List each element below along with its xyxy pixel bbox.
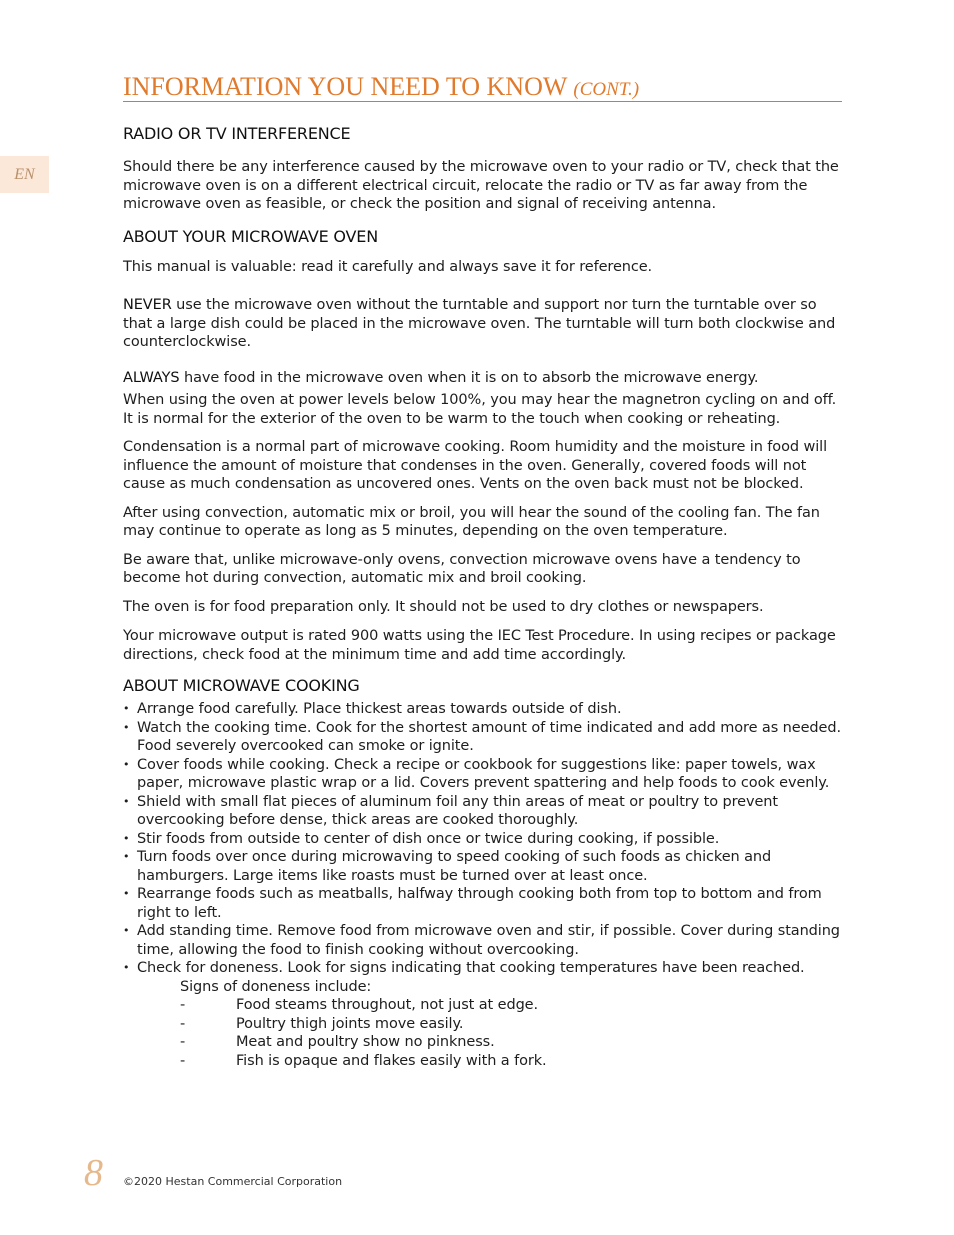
sign-item xyxy=(123,1015,843,1034)
list-item: • Add standing time. Remove food from microwave oven and stir, if possible. Cover during standing time, allowing the food to finish cooking without overcooking. xyxy=(123,922,843,959)
list-item: • Stir foods from outside to center of dish once or twice during cooking, if possible. xyxy=(123,830,843,849)
sign-text: Poultry thigh joints move easily. xyxy=(236,1015,464,1032)
signs-intro: Signs of doneness include: xyxy=(180,978,372,995)
oven-condensation: Condensation is a normal part of microwave cooking. Room humidity and the moisture in food will influence the amount of moisture that condenses in the oven. Generally, covered foods will not cause as much condensation as uncovered ones. Vents on the oven back must not be blocked. xyxy=(123,439,828,492)
list-item: • Turn foods over once during microwaving to speed cooking of such foods as chicken and hamburgers. Large items like roasts must be turned over at least once. xyxy=(123,848,843,885)
radio-heading: RADIO OR TV INTERFERENCE xyxy=(123,124,351,143)
list-item: • Cover foods while cooking. Check a recipe or cookbook for suggestions like: paper towels, wax paper, microwave plastic wrap or a lid. Covers prevent spattering and help foods to cook evenly. xyxy=(123,756,843,793)
sign-item xyxy=(123,1052,843,1071)
dash-marker: - xyxy=(180,1034,186,1050)
oven-food: The oven is for food preparation only. It should not be used to dry clothes or newspapers. xyxy=(123,598,764,615)
always-text: have food in the microwave oven when it is on to absorb the microwave energy. xyxy=(179,369,759,386)
list-item: • Shield with small flat pieces of aluminum foil any thin areas of meat or poultry to prevent overcooking before dense, thick areas are cooked thoroughly. xyxy=(123,793,843,830)
never-text: use the microwave oven without the turntable and support nor turn the turntable over so that a large dish could be placed in the microwave oven. The turntable will turn both clockwise and counterclockwise. xyxy=(123,297,836,350)
language-tab: EN xyxy=(0,156,49,193)
sign-text: Food steams throughout, not just at edge. xyxy=(236,997,539,1013)
oven-power: When using the oven at power levels below 100%, you may hear the magnetron cycling on and off. It is normal for the exterior of the oven to be warm to the touch when cooking or reheating. xyxy=(123,392,837,427)
sign-text: Fish is opaque and flakes easily with a fork. xyxy=(236,1052,547,1069)
copyright-text: ©2020 Hestan Commercial Corporation xyxy=(123,1175,343,1188)
sign-item xyxy=(123,1033,843,1052)
list-item: • Watch the cooking time. Cook for the shortest amount of time indicated and add more as needed. Food severely overcooked can smoke or ignite. xyxy=(123,719,843,756)
radio-body: Should there be any interference caused by the microwave oven to your radio or TV, check that the microwave oven is on a different electrical circuit, relocate the radio or TV as far away from the microwave oven as feasible, or check the position and signal of receiving antenna. xyxy=(123,159,839,212)
oven-aware: Be aware that, unlike microwave-only ovens, convection microwave ovens have a tendency to become hot during convection, automatic mix and broil cooking. xyxy=(123,551,801,586)
dash-marker: - xyxy=(180,1052,186,1069)
cooking-heading: ABOUT MICROWAVE COOKING xyxy=(123,676,360,695)
page-title-text: INFORMATION YOU NEED TO KNOW xyxy=(123,72,567,101)
dash-marker: - xyxy=(180,997,186,1013)
dash-marker: - xyxy=(180,1015,186,1032)
oven-heading: ABOUT YOUR MICROWAVE OVEN xyxy=(123,226,378,246)
list-item: • Check for doneness. Look for signs indicating that cooking temperatures have been reached. xyxy=(123,959,843,978)
sign-item xyxy=(123,996,843,1015)
cooking-list xyxy=(123,700,843,978)
oven-always xyxy=(123,369,843,388)
oven-output: Your microwave output is rated 900 watts using the IEC Test Procedure. In using recipes or package directions, check food at the minimum time and add time accordingly. xyxy=(123,628,836,663)
page-number: 8 xyxy=(84,1152,103,1194)
oven-p1: This manual is valuable: read it carefully and always save it for reference. xyxy=(123,258,653,275)
main-content xyxy=(123,120,843,1070)
page-title xyxy=(123,70,842,102)
list-item: • Rearrange foods such as meatballs, halfway through cooking both from top to bottom and from right to left. xyxy=(123,885,843,922)
page-title-cont: (CONT.) xyxy=(573,79,640,100)
oven-convection: After using convection, automatic mix or broil, you will hear the sound of the cooling fan. The fan may continue to operate as long as 5 minutes, depending on the oven temperature. xyxy=(123,504,820,539)
oven-never xyxy=(123,296,843,352)
sign-text: Meat and poultry show no pinkness. xyxy=(236,1034,495,1050)
never-word: NEVER xyxy=(123,297,172,313)
always-word: ALWAYS xyxy=(123,369,180,386)
list-item: • Arrange food carefully. Place thickest areas towards outside of dish. xyxy=(123,700,843,719)
